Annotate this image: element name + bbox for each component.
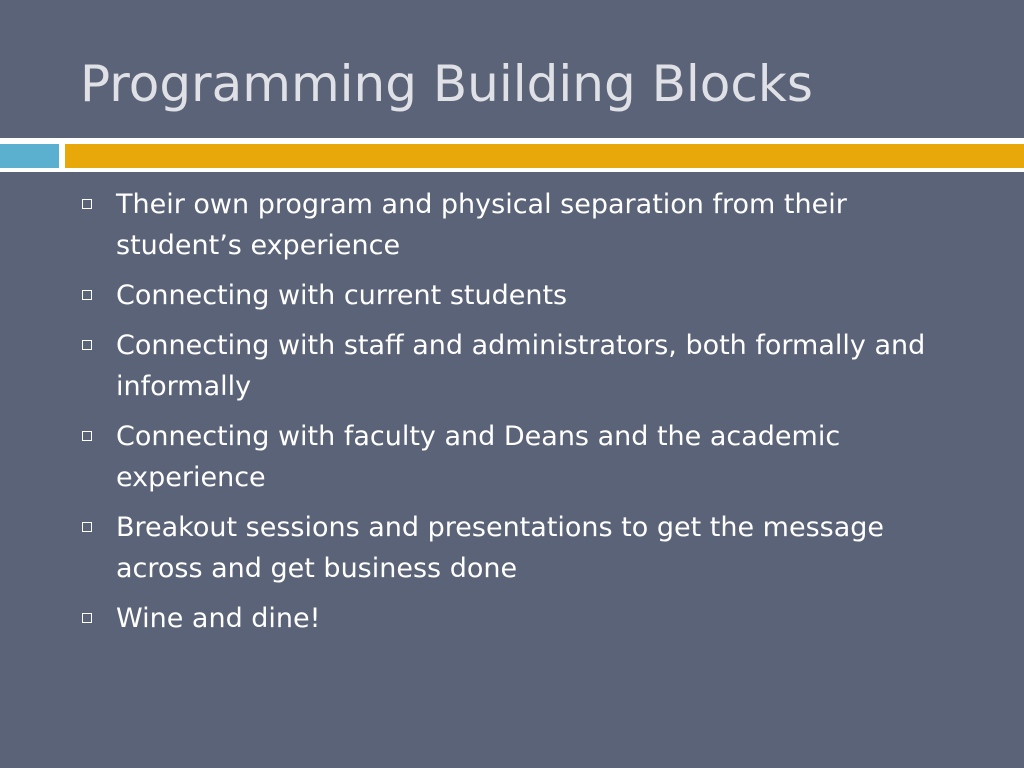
square-bullet-icon [82, 522, 92, 532]
square-bullet-icon [82, 290, 92, 300]
square-bullet-icon [82, 431, 92, 441]
bullet-text: Wine and dine! [116, 603, 321, 634]
square-bullet-icon [82, 340, 92, 350]
list-item [80, 416, 980, 498]
bullet-list [80, 184, 980, 648]
accent-divider-blue [0, 144, 59, 168]
bullet-text: Their own program and physical separation from their student’s experience [116, 189, 847, 261]
list-item [80, 325, 980, 407]
list-item [80, 184, 980, 266]
list-item [80, 507, 980, 589]
bullet-text: Connecting with faculty and Deans and the academic experience [116, 421, 841, 493]
list-item [80, 598, 980, 639]
bullet-text: Breakout sessions and presentations to get the message across and get business done [116, 512, 885, 584]
square-bullet-icon [82, 199, 92, 209]
bullet-text: Connecting with staff and administrators, both formally and informally [116, 330, 926, 402]
accent-divider-gold [65, 144, 1024, 168]
square-bullet-icon [82, 613, 92, 623]
slide-title: Programming Building Blocks [80, 55, 813, 113]
list-item [80, 275, 980, 316]
bullet-text: Connecting with current students [116, 280, 568, 311]
